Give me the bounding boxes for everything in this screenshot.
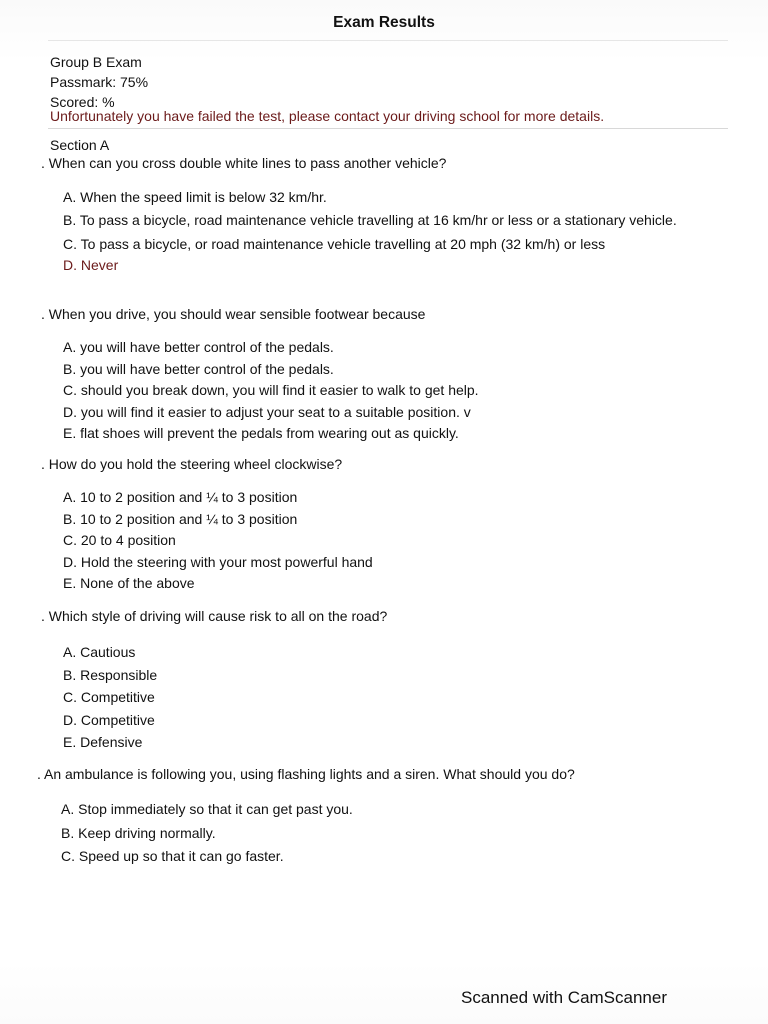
question-5-options — [61, 798, 691, 869]
option-correct: D. Never — [63, 257, 119, 273]
option: E. Defensive — [63, 734, 143, 750]
option: C. Speed up so that it can go faster. — [61, 848, 284, 864]
question-2: . When you drive, you should wear sensible footwear because — [41, 306, 426, 322]
option: C. should you break down, you will find it easier to walk to get help. — [63, 382, 479, 398]
divider — [48, 128, 728, 129]
section-label: Section A — [50, 137, 110, 153]
fail-message: Unfortunately you have failed the test, please contact your driving school for more details. — [50, 108, 605, 124]
question-1-options — [63, 187, 693, 277]
option: D. Hold the steering with your most powerful hand — [63, 553, 373, 570]
question-2-options — [63, 337, 693, 445]
option: E. flat shoes will prevent the pedals from wearing out as quickly. — [63, 425, 459, 441]
option: D. Competitive — [63, 711, 155, 728]
option: C. 20 to 4 position — [63, 532, 176, 548]
exam-group: Group B Exam — [50, 54, 142, 70]
option: D. you will find it easier to adjust your seat to a suitable position. v — [63, 403, 471, 420]
page-title: Exam Results — [333, 14, 435, 31]
question-4-options — [63, 641, 693, 754]
passmark: Passmark: 75% — [50, 74, 149, 90]
question-1: . When can you cross double white lines to pass another vehicle? — [41, 155, 447, 171]
option: B. To pass a bicycle, road maintenance vehicle travelling at 16 km/hr or less or a stationary vehicle. — [63, 211, 677, 228]
divider — [48, 40, 728, 41]
option: A. 10 to 2 position and ¼ to 3 position — [63, 489, 298, 505]
option: B. 10 to 2 position and ¼ to 3 position — [63, 510, 298, 527]
option: B. Keep driving normally. — [61, 824, 216, 841]
camscanner-watermark: Scanned with CamScanner — [461, 988, 668, 1007]
option: B. Responsible — [63, 666, 158, 683]
option: A. Cautious — [63, 644, 136, 660]
option: B. you will have better control of the pedals. — [63, 360, 334, 377]
option: C. Competitive — [63, 689, 155, 705]
question-3: . How do you hold the steering wheel clockwise? — [41, 456, 343, 472]
option: A. When the speed limit is below 32 km/hr. — [63, 189, 327, 205]
option: E. None of the above — [63, 575, 195, 591]
option: A. Stop immediately so that it can get past you. — [61, 801, 353, 817]
option: A. you will have better control of the pedals. — [63, 339, 334, 355]
score: Scored: % — [50, 94, 115, 110]
option: C. To pass a bicycle, or road maintenance vehicle travelling at 20 mph (32 km/h) or less — [63, 235, 606, 252]
question-3-options — [63, 487, 693, 595]
question-5: . An ambulance is following you, using flashing lights and a siren. What should you do? — [37, 766, 575, 782]
question-4: . Which style of driving will cause risk to all on the road? — [41, 608, 388, 624]
